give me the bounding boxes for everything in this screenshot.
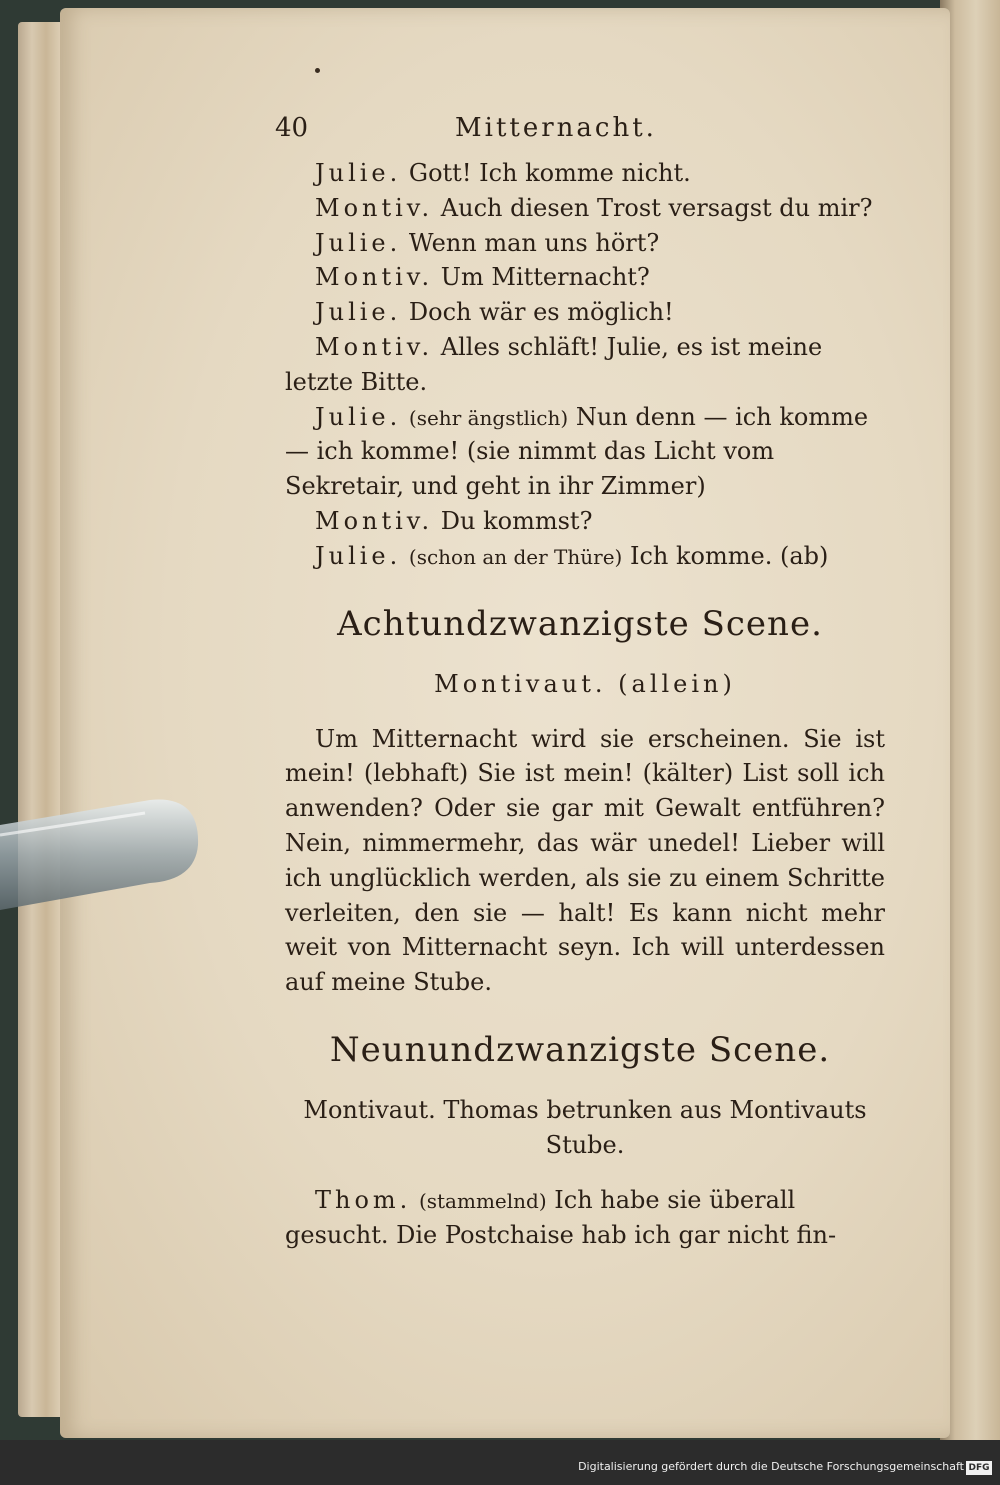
speech-text: Du kommst?	[440, 506, 593, 535]
dialogue-line	[285, 504, 885, 539]
dialogue-line	[285, 400, 885, 504]
speaker-name: Thom.	[315, 1185, 412, 1214]
speech-text: Ich habe sie überall gesucht. Die Postchaise hab ich gar nicht fin-	[285, 1185, 837, 1249]
scene-characters: Montivaut. Thomas betrunken aus Montivauts Stube.	[303, 1096, 867, 1160]
dialogue-line	[285, 539, 885, 574]
scene-characters: Montivaut. (allein)	[434, 669, 736, 698]
dialogue-line	[285, 260, 885, 295]
dialogue-line	[285, 1183, 885, 1253]
monologue-text: Um Mitternacht wird sie erscheinen. Sie ist mein! (lebhaft) Sie ist mein! (kälter) List soll ich anwenden? Oder sie gar mit Gewalt entführen? Nein, nimmermehr, das wär unedel! Lieber will ich unglücklich werden, als sie zu einem Schritte verleiten, den sie — halt! Es kann nicht mehr weit von Mitternacht seyn. Ich will unterdessen auf meine Stube.	[285, 724, 885, 997]
speaker-name: Julie.	[315, 228, 402, 257]
speaker-name: Montiv.	[315, 263, 434, 292]
speech-text: Wenn man uns hört?	[408, 228, 660, 257]
speech-text: Nun denn — ich komme — ich komme! (sie nimmt das Licht vom Sekretair, und geht in ihr Zimmer)	[285, 402, 869, 501]
page-header	[275, 110, 885, 156]
speech-text: Gott! Ich komme nicht.	[408, 159, 691, 187]
page-clip-icon	[0, 795, 200, 955]
speech-text: Ich komme. (ab)	[630, 541, 829, 570]
speech-text: Alles schläft! Julie, es ist meine letzte Bitte.	[285, 332, 823, 396]
speaker-name: Montiv.	[315, 332, 434, 361]
dialogue-line	[285, 191, 885, 226]
dialogue-line	[285, 295, 885, 330]
page-number: 40	[275, 113, 309, 143]
speech-text: Doch wär es möglich!	[408, 298, 674, 327]
speech-text: Um Mitternacht?	[440, 263, 650, 292]
page-text	[275, 110, 885, 1253]
dialogue-line	[285, 330, 885, 400]
dialogue-line	[285, 226, 885, 261]
ink-speck	[315, 68, 320, 73]
speech-text: Auch diesen Trost versagst du mir?	[440, 193, 873, 222]
speaker-name: Julie.	[315, 159, 402, 187]
stage-direction: (stammelnd)	[418, 1188, 547, 1213]
stage-direction: (schon an der Thüre)	[408, 544, 623, 569]
dfg-logo: DFG	[966, 1461, 992, 1475]
dialogue-line	[285, 156, 885, 191]
speaker-name: Montiv.	[315, 506, 434, 535]
speaker-name: Julie.	[315, 541, 402, 570]
scene-heading: Achtundzwanzigste Scene.	[337, 603, 823, 644]
speaker-name: Montiv.	[315, 193, 434, 222]
speaker-name: Julie.	[315, 402, 402, 431]
footer-credit: Digitalisierung gefördert durch die Deutsche Forschungsgemeinschaft	[578, 1460, 964, 1473]
stage-direction: (sehr ängstlich)	[408, 405, 569, 430]
scene-heading: Neunundzwanzigste Scene.	[329, 1030, 831, 1071]
running-title: Mitternacht.	[455, 113, 657, 143]
speaker-name: Julie.	[315, 298, 402, 327]
